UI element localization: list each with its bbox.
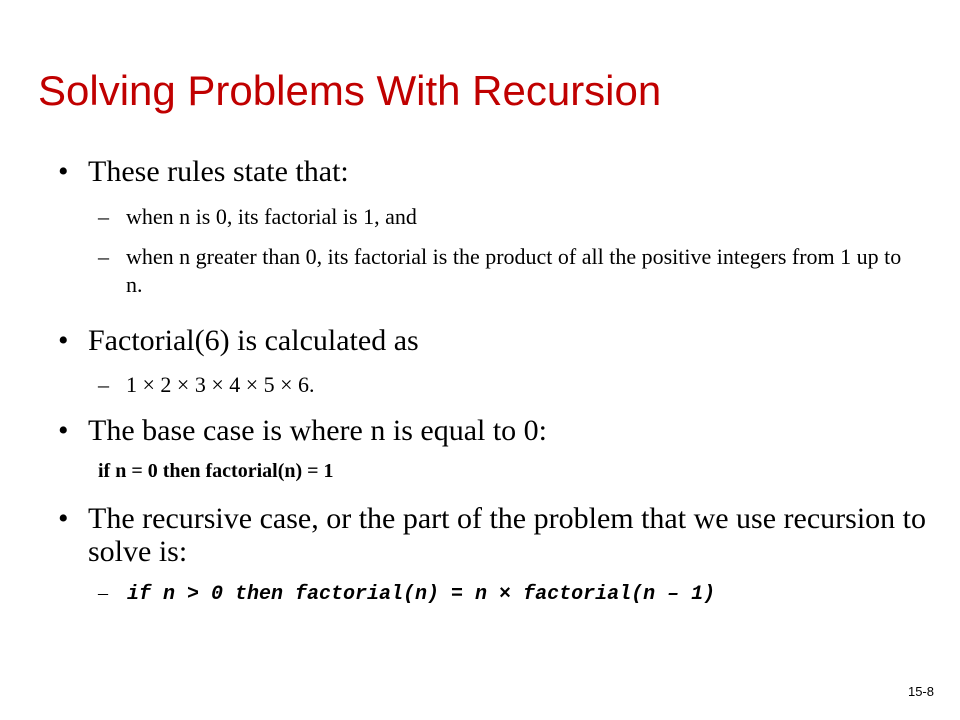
sub-item: [98, 371, 918, 399]
recursive-case-code: if n > 0 then factorial(n) = n × factorial(n – 1): [127, 583, 716, 606]
bullet-marker: •: [58, 324, 69, 357]
bullet-item: [58, 324, 938, 357]
bullet-text: The base case is where n is equal to 0:: [88, 414, 548, 447]
sub-marker: –: [98, 582, 108, 604]
sub-item: [98, 243, 918, 299]
sub-item: [98, 203, 918, 231]
bullet-item: [58, 502, 938, 568]
bullet-marker: •: [58, 414, 69, 447]
recursive-case-item: [98, 580, 715, 608]
sub-marker: –: [98, 204, 109, 229]
sub-marker: –: [98, 244, 109, 269]
page-number: 15-8: [907, 684, 934, 699]
sub-text: when n is 0, its factorial is 1, and: [126, 204, 417, 229]
bullet-text: Factorial(6) is calculated as: [88, 324, 419, 357]
bullet-marker: •: [58, 155, 69, 188]
bullet-text: These rules state that:: [88, 155, 349, 188]
sub-marker: –: [98, 372, 109, 397]
sub-text: when n greater than 0, its factorial is the product of all the positive integers from 1 up to n.: [126, 244, 902, 297]
slide-title: Solving Problems With Recursion: [38, 67, 662, 114]
bullet-text: The recursive case, or the part of the problem that we use recursion to solve is:: [88, 502, 927, 568]
base-case-code: if n = 0 then factorial(n) = 1: [98, 460, 334, 482]
bullet-item: [58, 155, 938, 188]
bullet-item: [58, 414, 938, 447]
bullet-marker: •: [58, 502, 69, 535]
sub-text: 1 × 2 × 3 × 4 × 5 × 6.: [126, 372, 315, 397]
